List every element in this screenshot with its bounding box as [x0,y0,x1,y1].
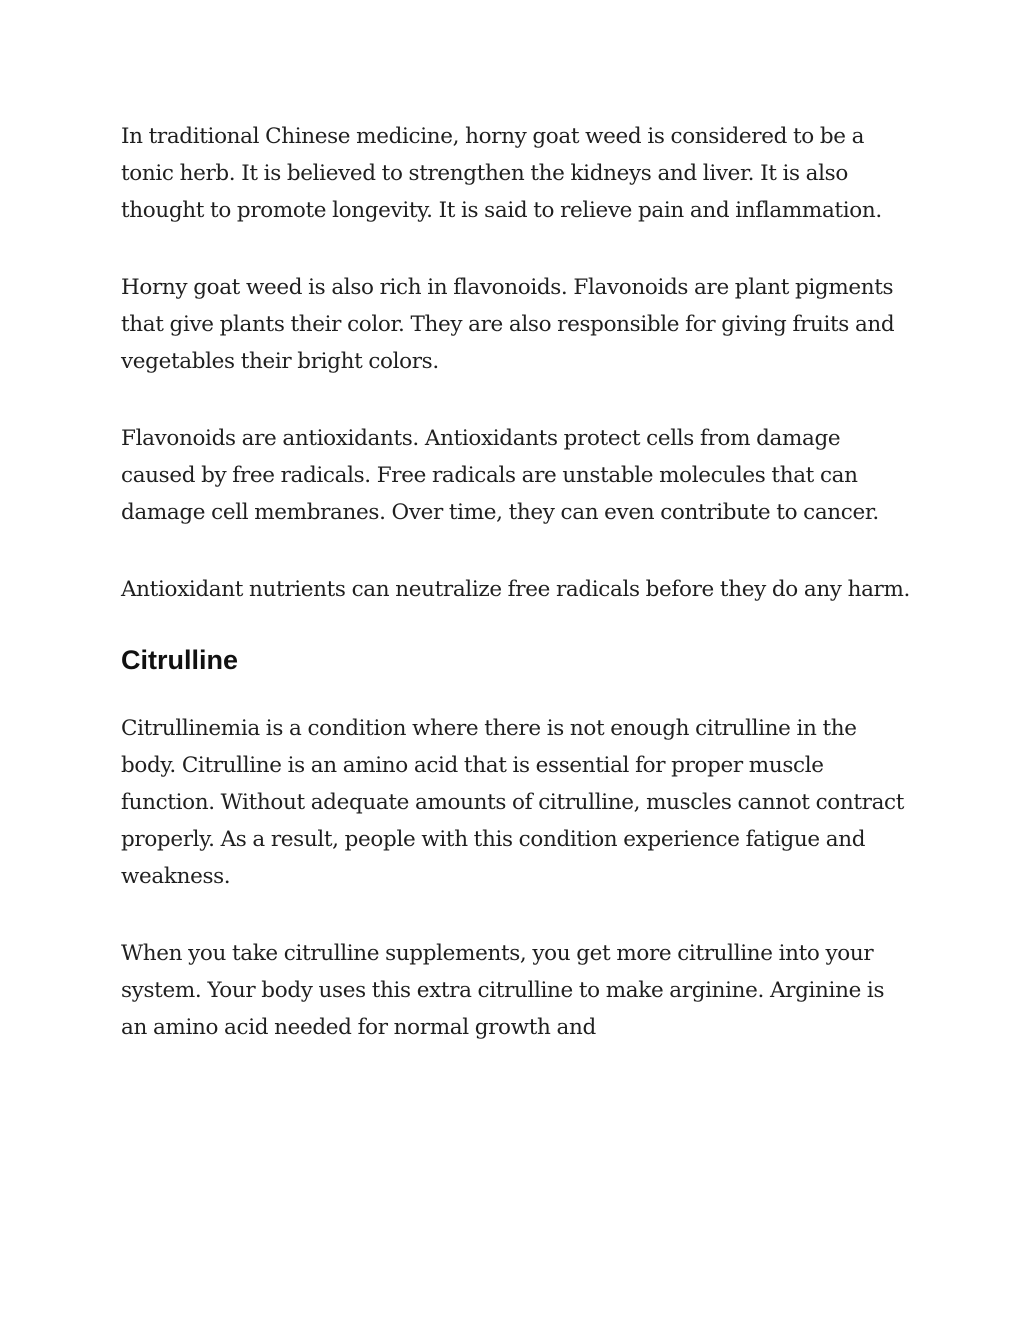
document-body [121,118,911,1046]
paragraph-flavonoids: Horny goat weed is also rich in flavonoids. Flavonoids are plant pigments that give plants their color. They are also responsible for giving fruits and vegetables their bright colors. [121,275,895,374]
paragraph-neutralize: Antioxidant nutrients can neutralize free radicals before they do any harm. [121,577,911,602]
paragraph-citrullinemia: Citrullinemia is a condition where there is not enough citrulline in the body. Citrulline is an amino acid that is essential for proper muscle function. Without adequate amounts of citrulline, muscles cannot contract properly. As a result, people with this condition experience fatigue and weakness. [121,716,905,889]
paragraph-antioxidants: Flavonoids are antioxidants. Antioxidants protect cells from damage caused by free radicals. Free radicals are unstable molecules that can damage cell membranes. Over time, they can even contribute to cancer. [121,426,879,525]
section-heading: Citrulline [121,645,239,675]
paragraph-supplements: When you take citrulline supplements, you get more citrulline into your system. Your body uses this extra citrulline to make arginine. Arginine is an amino acid needed for normal growth and [121,941,885,1040]
paragraph-tcm: In traditional Chinese medicine, horny goat weed is considered to be a tonic herb. It is believed to strengthen the kidneys and liver. It is also thought to promote longevity. It is said to relieve pain and inflammation. [121,124,882,223]
